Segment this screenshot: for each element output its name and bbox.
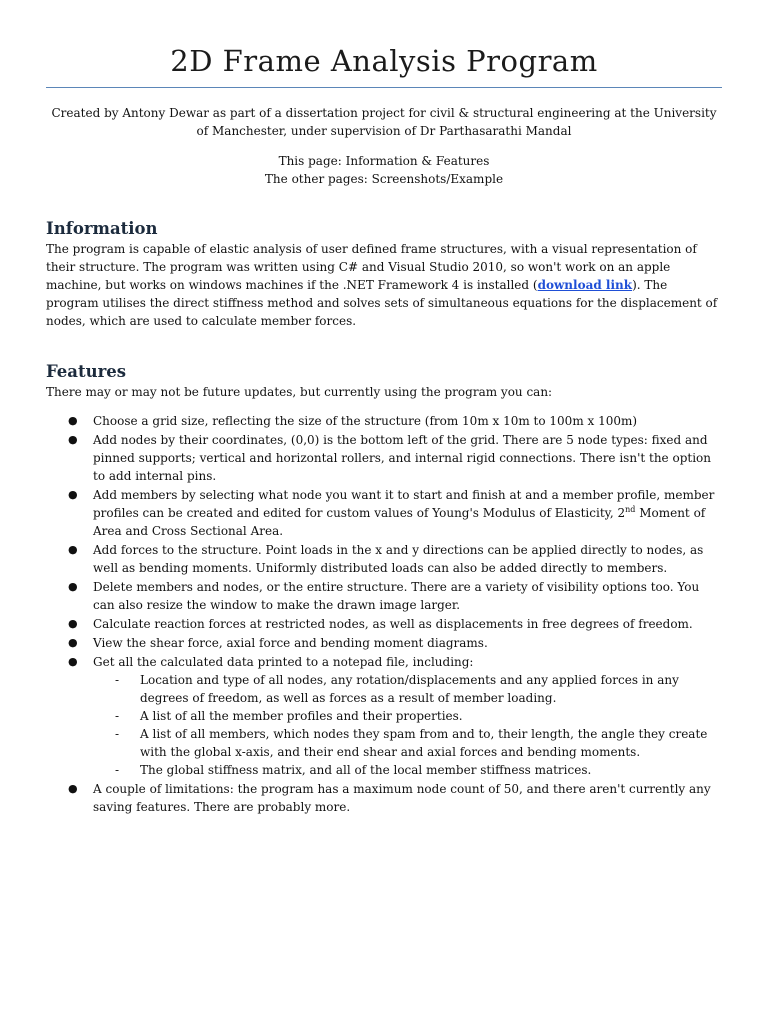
sub-list-item-text: Location and type of all nodes, any rotation/displacements and any applied forces in any degrees of freedom, as well as forces as a result of member loading. [140, 673, 679, 705]
sub-list-item-text: A list of all members, which nodes they spam from and to, their length, the angle they create with the global x-axis, and their end shear and axial forces and bending moments. [140, 727, 708, 759]
bullet-icon: ● [68, 543, 78, 556]
list-item [46, 615, 722, 633]
pages-info [46, 152, 722, 188]
features-list [46, 412, 722, 817]
list-item-text: A couple of limitations: the program has a maximum node count of 50, and there aren't currently any saving features. There are probably more. [93, 782, 711, 814]
list-item-text: Add nodes by their coordinates, (0,0) is the bottom left of the grid. There are 5 node types: fixed and pinned supports; vertical and horizontal rollers, and internal rigid connections. There isn't the option to add internal pins. [93, 433, 711, 483]
dash-icon: - [115, 673, 120, 687]
list-item-text: Moment of Area and Cross Sectional Area. [93, 506, 706, 538]
list-item-text: Calculate reaction forces at restricted nodes, as well as displacements in free degrees of freedom. [93, 617, 693, 631]
list-item [46, 578, 722, 614]
information-heading: Information [46, 219, 158, 238]
this-page-label: This page: Information & Features [278, 154, 490, 168]
page-title: 2D Frame Analysis Program [170, 44, 598, 78]
bullet-icon: ● [68, 782, 78, 795]
list-item-text: Add members by selecting what node you want it to start and finish at and a member profile, member profiles can be created and edited for custom values of Young's Modulus of Elasticity, 2 [93, 488, 715, 520]
information-text-part1: The program is capable of elastic analysis of user defined frame structures, with a visual representation of their structure. The program was written using C# and Visual Studio 2010, so won't work on an apple machine, but works on windows machines if the .NET Framework 4 is installed ( [46, 242, 697, 292]
list-item-text: Delete members and nodes, or the entire structure. There are a variety of visibility options too. You can also resize the window to make the drawn image larger. [93, 580, 700, 612]
list-item [46, 412, 722, 430]
features-heading: Features [46, 362, 127, 381]
bullet-icon: ● [68, 580, 78, 593]
sub-list-item [93, 761, 722, 779]
bullet-icon: ● [68, 414, 78, 427]
sub-list-item-text: A list of all the member profiles and their properties. [140, 709, 463, 723]
list-item-text: Choose a grid size, reflecting the size of the structure (from 10m x 10m to 100m x 100m) [93, 414, 638, 428]
other-pages-label: The other pages: Screenshots/Example [264, 172, 504, 186]
list-item [46, 541, 722, 577]
information-text-part2: ). The program utilises the direct stiffness method and solves sets of simultaneous equations for the displacement of nodes, which are used to calculate member forces. [46, 278, 718, 328]
bullet-icon: ● [68, 655, 78, 668]
list-item [46, 780, 722, 816]
bullet-icon: ● [68, 488, 78, 501]
dash-icon: - [115, 727, 120, 741]
list-item-text: View the shear force, axial force and bending moment diagrams. [93, 636, 488, 650]
output-sub-list [93, 671, 722, 779]
bullet-icon: ● [68, 433, 78, 446]
dash-icon: - [115, 763, 120, 777]
download-link[interactable]: download link [537, 278, 633, 292]
list-item [46, 431, 722, 485]
sub-list-item [93, 725, 722, 761]
bullet-icon: ● [68, 636, 78, 649]
sub-list-item [93, 707, 722, 725]
sub-list-item [93, 671, 722, 707]
list-item [46, 653, 722, 779]
title-divider [46, 87, 722, 88]
list-item [46, 634, 722, 652]
superscript: nd [625, 505, 636, 514]
bullet-icon: ● [68, 617, 78, 630]
sub-list-item-text: The global stiffness matrix, and all of the local member stiffness matrices. [140, 763, 592, 777]
features-intro: There may or may not be future updates, but currently using the program you can: [46, 385, 553, 399]
list-item-text: Add forces to the structure. Point loads in the x and y directions can be applied directly to nodes, as well as bending moments. Uniformly distributed loads can also be added directly to members. [93, 543, 704, 575]
author-intro: Created by Antony Dewar as part of a dissertation project for civil & structural engineering at the University of Manchester, under supervision of Dr Parthasarathi Mandal [51, 106, 717, 138]
list-item-text: Get all the calculated data printed to a notepad file, including: [93, 655, 474, 669]
information-paragraph [46, 240, 722, 330]
list-item [46, 486, 722, 540]
dash-icon: - [115, 709, 120, 723]
